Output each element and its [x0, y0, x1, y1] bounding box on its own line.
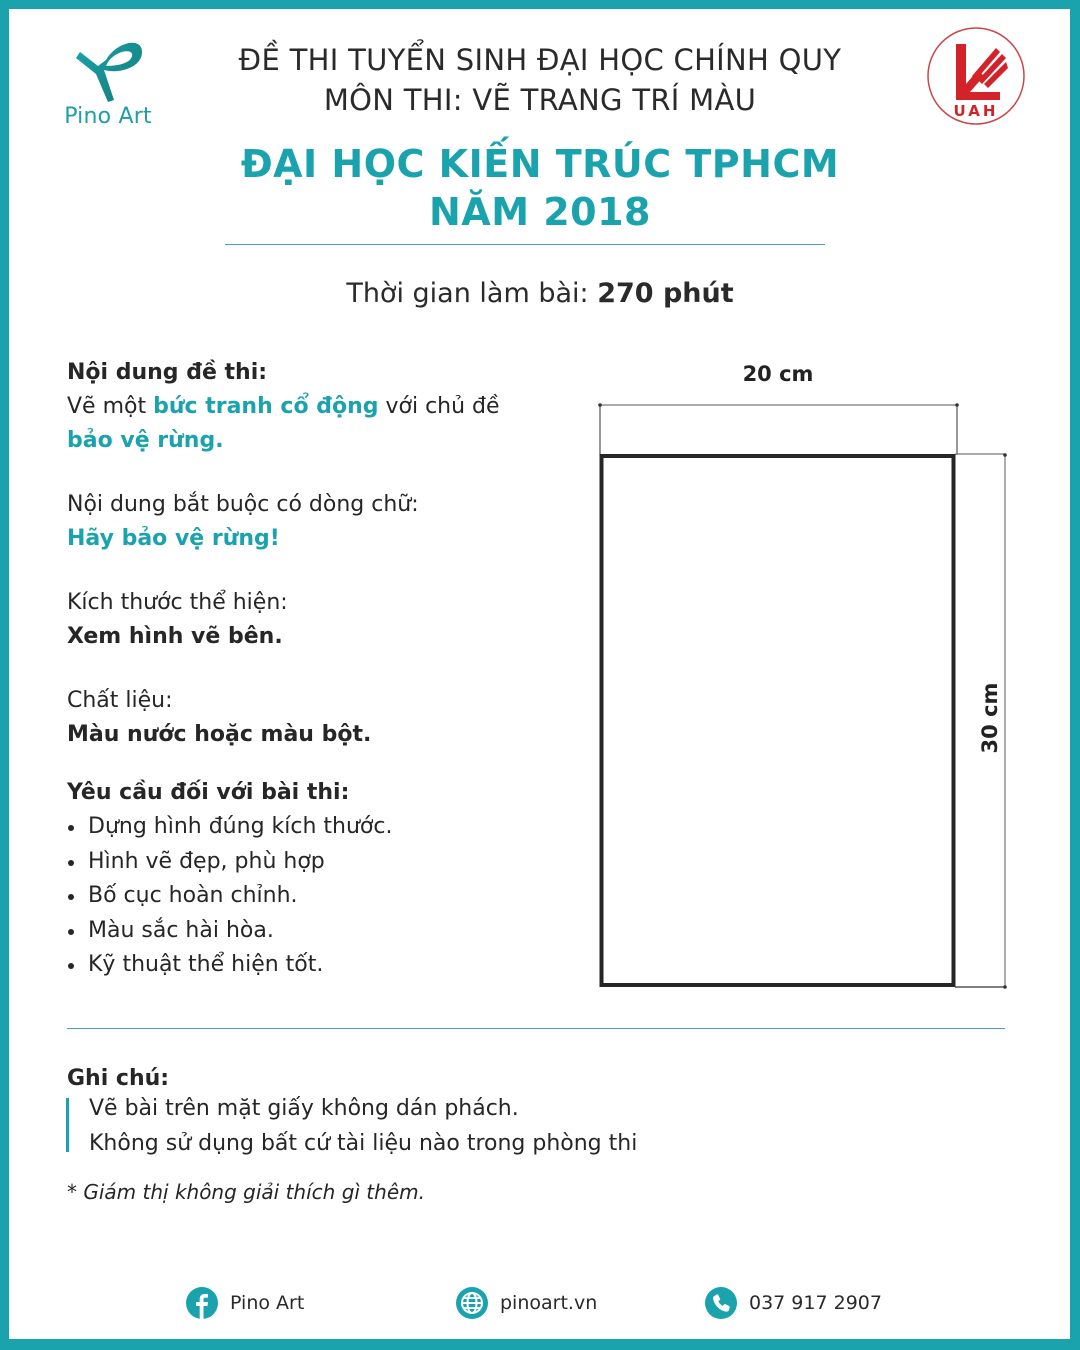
website-label: pinoart.vn [500, 1292, 598, 1314]
footer-phone[interactable] [705, 1286, 882, 1320]
topic-title: Nội dung đề thi: [67, 360, 268, 385]
uah-logo-icon [922, 22, 1030, 130]
material-label: Chất liệu: [67, 688, 173, 713]
required-text-label: Nội dung bắt buộc có dòng chữ: [67, 492, 419, 517]
footer-website[interactable] [456, 1286, 597, 1320]
width-dimension-label: 20 cm [742, 362, 814, 386]
requirement-item: Bố cục hoàn chỉnh. [67, 879, 547, 914]
topic-block [67, 356, 547, 458]
requirements-list [67, 810, 547, 983]
note-item: Không sử dụng bất cứ tài liệu nào trong phòng thi [89, 1130, 638, 1156]
notes-list [89, 1092, 637, 1161]
phone-label: 037 917 2907 [749, 1292, 882, 1314]
notes-title: Ghi chú: [67, 1066, 170, 1091]
notes-accent-bar [66, 1098, 69, 1152]
note-item: Vẽ bài trên mặt giấy không dán phách. [89, 1096, 519, 1121]
header-divider [225, 244, 825, 245]
duration-value: 270 phút [597, 278, 734, 309]
requirement-item: Màu sắc hài hòa. [67, 914, 547, 949]
height-dimension-label: 30 cm [978, 682, 1002, 754]
globe-icon [456, 1287, 488, 1319]
size-block [67, 586, 547, 654]
required-text-block [67, 488, 547, 556]
size-label: Kích thước thể hiện: [67, 590, 288, 615]
school-title [150, 140, 930, 236]
requirements-block [67, 776, 547, 983]
exam-content [67, 356, 547, 983]
exam-header [150, 40, 930, 120]
exam-header-line2: MÔN THI: VẼ TRANG TRÍ MÀU [323, 83, 757, 117]
footer-facebook[interactable] [186, 1286, 304, 1320]
size-value: Xem hình vẽ bên. [67, 624, 283, 649]
requirement-item: Dựng hình đúng kích thước. [67, 810, 547, 845]
exam-year: NĂM 2018 [428, 190, 652, 234]
topic-text-part: Vẽ một [67, 394, 154, 419]
svg-text:UAH: UAH [953, 102, 999, 120]
required-text-value: Hãy bảo vệ rừng! [67, 526, 280, 551]
material-block [67, 684, 547, 752]
section-divider [67, 1028, 1005, 1029]
pino-art-logo-label: Pino Art [64, 104, 152, 129]
facebook-label: Pino Art [230, 1292, 305, 1314]
requirements-title: Yêu cầu đối với bài thi: [67, 780, 350, 805]
topic-text [67, 390, 547, 458]
topic-highlight-theme: bảo vệ rừng. [67, 428, 224, 453]
material-value: Màu nước hoặc màu bột. [67, 722, 372, 747]
phone-icon [705, 1287, 737, 1319]
facebook-icon [186, 1287, 218, 1319]
topic-text-part: với chủ đề [378, 394, 500, 419]
exam-header-line1: ĐỀ THI TUYỂN SINH ĐẠI HỌC CHÍNH QUY [238, 43, 842, 77]
requirement-item: Hình vẽ đẹp, phù hợp [67, 845, 547, 880]
school-name: ĐẠI HỌC KIẾN TRÚC TPHCM [240, 142, 840, 186]
exam-duration [150, 278, 930, 309]
topic-highlight-poster: bức tranh cổ động [153, 394, 379, 419]
requirement-item: Kỹ thuật thể hiện tốt. [67, 948, 547, 983]
notes-footnote: * Giám thị không giải thích gì thêm. [67, 1180, 425, 1204]
duration-label: Thời gian làm bài: [346, 278, 598, 309]
